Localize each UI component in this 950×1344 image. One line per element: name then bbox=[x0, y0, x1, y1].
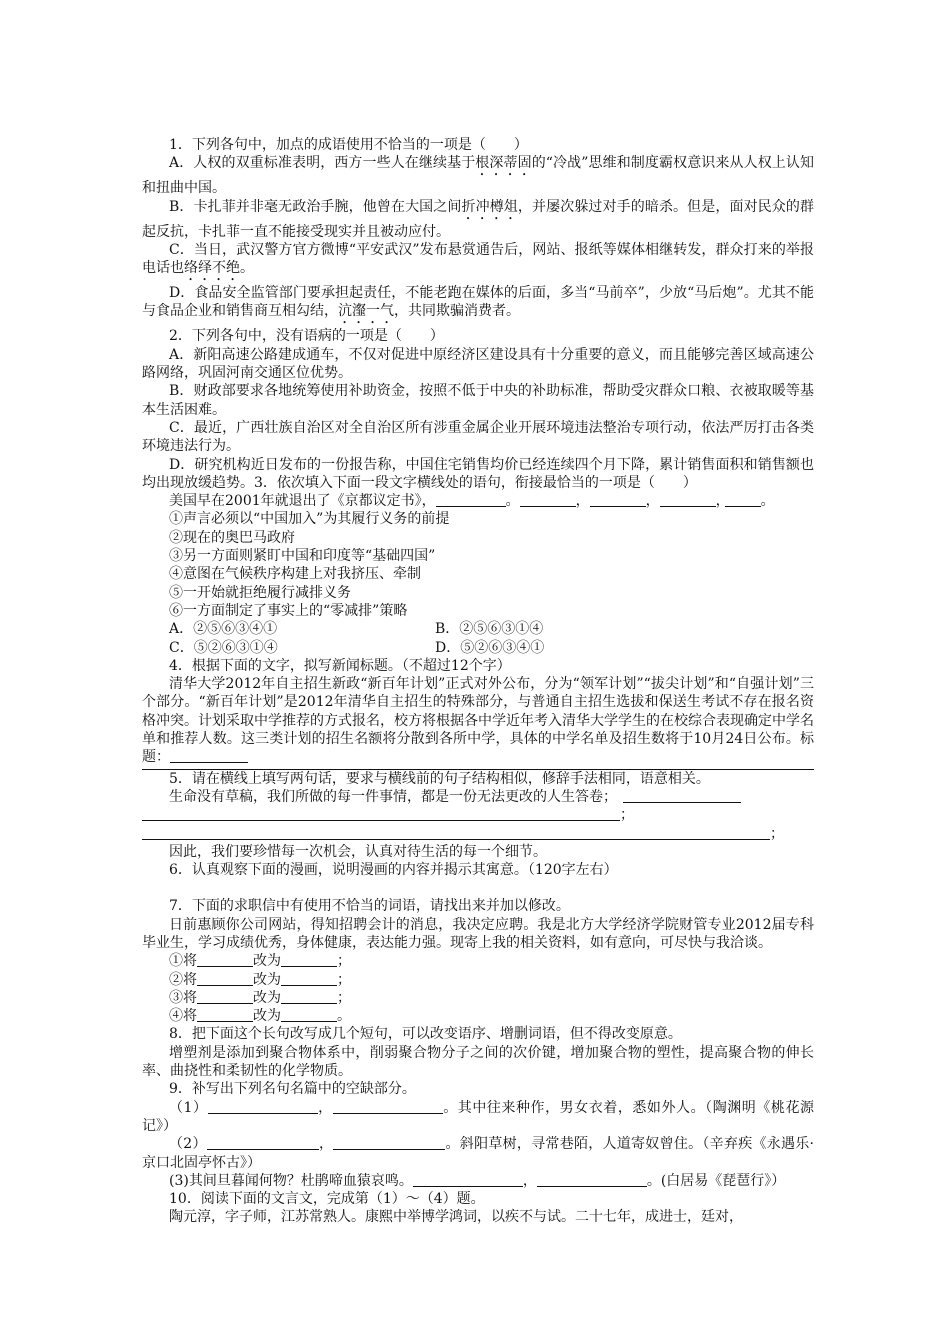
q3-item: ⑥一方面制定了事实上的“零减排”策略 bbox=[169, 602, 408, 619]
q4-stem: 4．根据下面的文字，拟写新闻标题。（不超过12个字） bbox=[169, 657, 511, 674]
q3-item: ③另一方面则紧盯中国和印度等“基础四国” bbox=[169, 548, 436, 565]
q10-passage: 陶元淳，字子师，江苏常熟人。康熙中举博学鸿词，以疾不与试。二十七年，成进士，廷对， bbox=[169, 1209, 743, 1226]
q2-option-b: B．财政部要求各地统筹使用补助资金，按照不低于中央的补助标准，帮助受灾群众口粮、衣被取暖等基本生活困难。 bbox=[142, 383, 814, 418]
q5-blank-2[interactable] bbox=[142, 825, 770, 840]
q9-label: （1） bbox=[169, 1099, 208, 1116]
q5-line1 bbox=[142, 788, 814, 806]
q7-row-3 bbox=[142, 989, 814, 1007]
q7-row-4 bbox=[142, 1007, 814, 1025]
q9-punct: ， bbox=[318, 1136, 334, 1153]
q8-passage: 增塑剂是添加到聚合物体系中，削弱聚合物分子之间的次价键，增加聚合物的塑性，提高聚合物的伸长率、曲挠性和柔韧性的化学物质。 bbox=[142, 1044, 814, 1080]
q7-blank-fix-3[interactable] bbox=[281, 989, 337, 1004]
q6-answer-space bbox=[142, 879, 814, 897]
q9-punct: ， bbox=[317, 1099, 333, 1116]
q3-punct: ， bbox=[715, 493, 730, 510]
q1-option-d bbox=[142, 284, 814, 327]
q7-blank-fix-4[interactable] bbox=[281, 1007, 337, 1022]
q5-blank-1[interactable] bbox=[623, 788, 741, 803]
q5-semicolon: ； bbox=[770, 825, 784, 842]
q9-label: （2） bbox=[169, 1136, 207, 1153]
q9-blank-2a[interactable] bbox=[207, 1135, 319, 1150]
q2-option-a: A．新阳高速公路建成通车，不仅对促进中原经济区建设具有十分重要的意义，而且能够完善区域高速公路网络，巩固河南交通区位优势。 bbox=[142, 346, 814, 382]
q7-punct: ； bbox=[337, 989, 351, 1006]
q5-blank-1-cont[interactable] bbox=[142, 806, 620, 821]
q7-blank-wrong-1[interactable] bbox=[197, 952, 253, 967]
q1-option-b bbox=[142, 198, 814, 241]
q7-row-2 bbox=[142, 971, 814, 989]
q10-stem: 10．阅读下面的文言文，完成第（1）～（4）题。 bbox=[169, 1191, 485, 1208]
q7-punct: ； bbox=[337, 953, 351, 970]
q7-passage: 日前惠顾你公司网站，得知招聘会计的消息，我决定应聘。我是北方大学经济学院财管专业2012届专科毕业生，学习成绩优秀，身体健康，表达能力强。现寄上我的相关资料，如有意向，可尽快与我洽谈。 bbox=[142, 916, 814, 951]
q9-blank-2b[interactable] bbox=[333, 1135, 445, 1150]
q3-punct: 。 bbox=[760, 493, 775, 510]
q1-d-idiom: 沆瀣一气 bbox=[338, 303, 394, 320]
q7-change-label: 改为 bbox=[253, 1008, 281, 1025]
q3-passage bbox=[142, 492, 814, 510]
q1-a-text: A．人权的双重标准表明，西方一些人在继续基于 bbox=[169, 155, 476, 172]
q1-c-idiom: 络绎不绝 bbox=[184, 260, 240, 277]
q3-punct: ， bbox=[645, 493, 660, 510]
q3-options-row-2 bbox=[142, 639, 814, 657]
q1-d-text: D．食品安全监管部门要承担起责任，不能老跑在媒体的后面，多当“马前卒”，少放“马后炮”。尤其不能与食品企业和销售商互相勾结， bbox=[142, 285, 814, 320]
q3-item: ④意图在气候秩序构建上对我挤压、牵制 bbox=[169, 566, 421, 583]
q3-option-d: D．⑤②⑥③④① bbox=[435, 639, 545, 656]
q9-sentence-text: 。其中往来种作，男女衣着，悉如外人。（陶渊明《桃花源记》） bbox=[142, 1099, 814, 1134]
q8-stem: 8．把下面这个长句改写成几个短句，可以改变语序、增删词语，但不得改变原意。 bbox=[169, 1026, 682, 1043]
q6-stem: 6．认真观察下面的漫画，说明漫画的内容并揭示其寓意。（120字左右） bbox=[169, 862, 618, 879]
q1-option-c bbox=[142, 241, 814, 284]
q3-blank-2[interactable] bbox=[520, 492, 576, 507]
q7-row-label: ④将 bbox=[169, 1008, 197, 1025]
q2-option-d: D．研究机构近日发布的一份报告称，中国住宅销售均价已经连续四个月下降，累计销售面积和销售额也均出现放缓趋势。3．依次填入下面一段文字横线处的语句，衔接最恰当的一项是（ ） bbox=[142, 456, 814, 491]
q3-blank-1[interactable] bbox=[436, 492, 506, 507]
q7-change-label: 改为 bbox=[253, 953, 281, 970]
q5-line2 bbox=[142, 806, 814, 824]
q7-row-label: ③将 bbox=[169, 989, 197, 1006]
q9-blank-1a[interactable] bbox=[208, 1099, 318, 1114]
q9-sentence-3 bbox=[142, 1172, 814, 1190]
q3-blank-3[interactable] bbox=[590, 492, 646, 507]
q4-title-blank[interactable] bbox=[170, 748, 248, 763]
q3-option-c: C．⑤②⑥③①④ bbox=[169, 639, 278, 656]
q5-end: 因此，我们要珍惜每一次机会，认真对待生活的每一个细节。 bbox=[169, 843, 547, 860]
q7-row-label: ②将 bbox=[169, 971, 197, 988]
q7-row-1 bbox=[142, 952, 814, 970]
q2-stem: 2．下列各句中，没有语病的一项是（ ） bbox=[169, 328, 444, 345]
q1-a-idiom: 根深蒂固 bbox=[475, 155, 532, 172]
q7-blank-fix-1[interactable] bbox=[281, 952, 337, 967]
q7-blank-wrong-3[interactable] bbox=[197, 989, 253, 1004]
q5-line3 bbox=[142, 825, 814, 843]
q3-item: ②现在的奥巴马政府 bbox=[169, 529, 295, 546]
q5-semicolon: ； bbox=[620, 807, 634, 824]
q5-stem: 5．请在横线上填写两句话，要求与横线前的句子结构相似，修辞手法相同，语意相关。 bbox=[169, 770, 710, 787]
q1-c-text-end: 。 bbox=[240, 260, 254, 277]
q3-punct: 。 bbox=[505, 493, 520, 510]
q1-stem: 1．下列各句中，加点的成语使用不恰当的一项是（ ） bbox=[169, 137, 528, 153]
q3-blank-4[interactable] bbox=[660, 492, 716, 507]
q9-sentence-text: 。(白居易《琵琶行》） bbox=[646, 1172, 786, 1189]
q7-punct: ； bbox=[337, 971, 351, 988]
q7-change-label: 改为 bbox=[253, 971, 281, 988]
q3-option-b: B．②⑤⑥③①④ bbox=[435, 621, 544, 638]
q7-blank-fix-2[interactable] bbox=[281, 971, 337, 986]
q7-blank-wrong-2[interactable] bbox=[197, 971, 253, 986]
q3-option-a: A．②⑤⑥③④① bbox=[169, 621, 278, 638]
q7-stem: 7．下面的求职信中有使用不恰当的词语，请找出来并加以修改。 bbox=[169, 898, 570, 915]
q9-punct: ， bbox=[522, 1172, 537, 1189]
q1-d-text-end: ，共同欺骗消费者。 bbox=[394, 303, 520, 320]
q9-sentence-2 bbox=[142, 1135, 814, 1172]
q1-b-idiom: 折冲樽俎 bbox=[461, 198, 518, 215]
q3-item: ①声言必须以“中国加入”为其履行义务的前提 bbox=[169, 511, 450, 528]
exam-page bbox=[142, 136, 814, 1227]
q3-options-row-1 bbox=[142, 620, 814, 638]
q1-c-text: C．当日，武汉警方官方微博“平安武汉”发布悬赏通告后，网站、报纸等媒体相继转发，群众打来的举报电话也 bbox=[142, 241, 814, 277]
q3-passage-text: 美国早在2001年就退出了《京都议定书》， bbox=[169, 493, 436, 510]
q9-sentence-text: (3)其间旦暮闻何物？杜鹃啼血猿哀鸣。 bbox=[169, 1172, 413, 1189]
q5-line1-text: 生命没有草稿，我们所做的每一件事情，都是一份无法更改的人生答卷； bbox=[169, 788, 617, 805]
q1-b-text: B．卡扎菲并非毫无政治手腕，他曾在大国之间 bbox=[169, 198, 462, 215]
q1-option-a bbox=[142, 154, 814, 197]
q3-blank-5-cont[interactable] bbox=[725, 492, 761, 507]
q7-blank-wrong-4[interactable] bbox=[197, 1007, 253, 1022]
q4-passage-text: 清华大学2012年自主招生新政“新百年计划”正式对外公布，分为“领军计划”“拔尖计划”和“自强计划”三个部分。“新百年计划”是2012年清华自主招生的特殊部分，与普通自主招生选拔和保送生考试不存在报名资格冲突。计划采取中学推荐的方式报名，校方将根据各中学近年考入清华大学学生的在校综合表现确定中学名单和推荐人数。这三类计划的招生名额将分散到各所中学，具体的中学名单及招生数将于10月24日公布。标题： bbox=[142, 676, 814, 766]
q7-punct: 。 bbox=[337, 1008, 351, 1025]
q7-change-label: 改为 bbox=[253, 989, 281, 1006]
q3-item: ⑤一开始就拒绝履行减排义务 bbox=[169, 584, 351, 601]
q1-b-text-end: ，并屡次躲过对手的暗杀。但是，面对民众的群起反抗，卡扎菲一直不能接受现实并且被动应付。 bbox=[142, 198, 814, 240]
q3-punct: ， bbox=[575, 493, 590, 510]
q9-blank-1b[interactable] bbox=[333, 1099, 443, 1114]
q9-blank-3a[interactable] bbox=[413, 1172, 523, 1187]
q9-blank-3b[interactable] bbox=[537, 1172, 647, 1187]
q1-a-text-end: 的“冷战”思维和制度霸权意识来从人权上认知和扭曲中国。 bbox=[142, 155, 815, 197]
q9-sentence-text: 。斜阳草树，寻常巷陌，人道寄奴曾住。（辛弃疾《永遇乐·京口北固亭怀古》） bbox=[142, 1136, 814, 1171]
q7-row-label: ①将 bbox=[169, 953, 197, 970]
q4-passage bbox=[142, 675, 814, 766]
q9-stem: 9．补写出下列名句名篇中的空缺部分。 bbox=[169, 1081, 416, 1098]
q2-option-c: C．最近，广西壮族自治区对全自治区所有涉重金属企业开展环境违法整治专项行动，依法严厉打击各类环境违法行为。 bbox=[142, 419, 814, 455]
q9-sentence-1 bbox=[142, 1099, 814, 1136]
